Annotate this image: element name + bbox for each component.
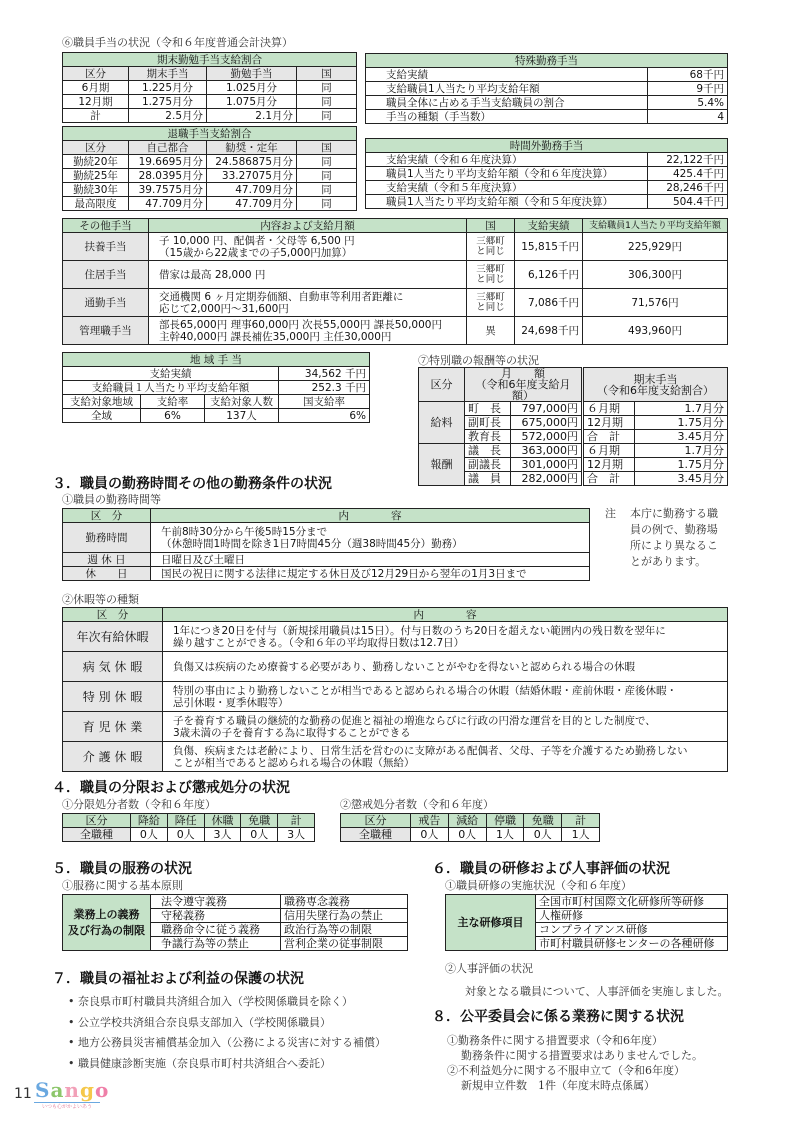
th: 区分 [341, 814, 411, 828]
table-cell: 業務上の義務 及び行為の制限 [63, 895, 151, 951]
th: 支給率 [141, 395, 205, 409]
th: 支給対象地域 [63, 395, 141, 409]
table-cell: 572,000円 [511, 430, 583, 444]
table-row [63, 261, 728, 289]
note-mark: 注 [605, 507, 616, 520]
table-cell: 1年につき20日を付与（新規採用職員は15日）。付与日数のうち20日を超えない範囲内の残日数を翌年に 繰り越すことができる。（令和６年の平均取得日数は12.7日） [163, 622, 728, 652]
th: 勧奨・定年 [207, 141, 297, 155]
table-cell: 勤続30年 [63, 183, 129, 197]
sec3-sub2: ②休暇等の種類 [62, 593, 139, 606]
table-cell: 異 [467, 317, 515, 345]
table-cell: 0人 [167, 828, 204, 842]
table-cell: 47.709月分 [207, 197, 297, 211]
table-cell: 252.3 千円 [279, 381, 370, 395]
table-cell: 支給実績（令和６年度決算） [366, 153, 648, 167]
disciplinary-table [340, 813, 600, 842]
table-cell: 3人 [204, 828, 241, 842]
table-row [63, 409, 370, 423]
table-row [63, 233, 728, 261]
th: 区 分 [63, 509, 151, 523]
table-row [63, 828, 315, 842]
table-cell: 71,576円 [583, 289, 728, 317]
regional-title: 地 域 手 当 [63, 353, 370, 367]
table-cell: 最高限度 [63, 197, 129, 211]
table-row [63, 155, 357, 169]
table-cell: 午前8時30分から午後5時15分まで （休憩時間1時間を除き1日7時間45分（週38時間45分）勤務） [151, 523, 590, 553]
table-cell: 特別の事由により勤務しないことが相当であると認められる場合の休暇（結婚休暇・産前休暇・産後休暇・ 忌引休暇・夏季休暇等） [163, 682, 728, 712]
table-row [366, 82, 728, 96]
list-item: • 地方公務員災害補償基金加入（公務による災害に対する補償） [68, 1036, 386, 1049]
sec7-heading: ７．職員の福祉および利益の保護の状況 [52, 971, 304, 987]
table-cell: 人権研修 [536, 909, 728, 923]
bonus-title: 期末勤勉手当支給割合 [63, 53, 357, 67]
th: 戒告 [411, 814, 449, 828]
table-cell: 営利企業の従事制限 [281, 937, 408, 951]
table-cell: 225,929円 [583, 233, 728, 261]
table-cell: 子を養育する職員の継続的な勤務の促進と福祉の増進ならびに行政の円滑な運営を目的とした制度で、 3歳未満の子を養育する為に取得することができる [163, 712, 728, 742]
table-cell: 137人 [205, 409, 279, 423]
table-cell: 手当の種類（手当数） [366, 110, 648, 124]
th: 計 [278, 814, 315, 828]
table-cell: 同 [297, 81, 357, 95]
table-cell: 12月期 [63, 95, 129, 109]
table-cell: 28,246千円 [648, 181, 728, 195]
th: 内容および支給月額 [149, 219, 467, 233]
table-cell: 勤務時間 [63, 523, 151, 553]
table-cell: 政治行為等の制限 [281, 923, 408, 937]
th: 免職 [524, 814, 562, 828]
special-post-table [418, 367, 728, 486]
table-cell: 職務命令に従う義務 [151, 923, 281, 937]
table-cell: 全国市町村国際文化研修所等研修 [536, 895, 728, 909]
table-row [63, 183, 357, 197]
table-cell: 育 児 休 業 [63, 712, 163, 742]
th: 区分 [63, 814, 131, 828]
table-cell: 職務専念義務 [281, 895, 408, 909]
work-hours-note: 本庁に勤務する職 員の例で、勤務場 所により異なるこ とがあります。 [630, 507, 718, 568]
th: 区分 [419, 368, 465, 402]
table-row [63, 712, 728, 742]
sango-logo: Sango [35, 1078, 110, 1102]
table-row [63, 381, 370, 395]
table-cell: 全域 [63, 409, 141, 423]
table-cell: 306,300円 [583, 261, 728, 289]
table-cell: 全職種 [63, 828, 131, 842]
table-cell: 副町長 [465, 416, 511, 430]
table-row [366, 167, 728, 181]
table-cell: 19.6695月分 [129, 155, 207, 169]
table-cell: 493,960円 [583, 317, 728, 345]
table-cell: 三郷町 と同じ [467, 261, 515, 289]
sec5-sub1: ①服務に関する基本原則 [62, 879, 183, 892]
overtime-table [365, 138, 728, 209]
table-cell: 主な研修項目 [446, 895, 536, 951]
sec6-sub1: ①職員研修の実施状況（令和６年度） [445, 879, 632, 892]
table-row [366, 68, 728, 82]
sec5-heading: ５．職員の服務の状況 [52, 861, 192, 877]
table-cell: 守秘義務 [151, 909, 281, 923]
table-cell: 議 長 [465, 444, 511, 458]
s6-title: ⑥職員手当の状況（令和６年度普通会計決算） [62, 36, 293, 49]
table-row [419, 430, 728, 444]
table-cell: 1.75月分 [635, 416, 728, 430]
table-cell: 借家は最高 28,000 円 [149, 261, 467, 289]
table-row [341, 828, 600, 842]
table-row [366, 110, 728, 124]
th: 内 容 [163, 608, 728, 622]
sec6-heading: ６．職員の研修および人事評価の状況 [432, 861, 670, 877]
table-cell: 3.45月分 [635, 472, 728, 486]
table-row [366, 181, 728, 195]
table-cell: 4 [648, 110, 728, 124]
table-cell: 1.225月分 [129, 81, 207, 95]
table-cell: 6,126千円 [515, 261, 583, 289]
table-row [63, 682, 728, 712]
table-row [446, 895, 728, 909]
table-cell: 6月期 [63, 81, 129, 95]
table-cell: 7,086千円 [515, 289, 583, 317]
table-cell: 2.1月分 [207, 109, 297, 123]
table-row [63, 289, 728, 317]
table-cell: 39.7575月分 [129, 183, 207, 197]
overtime-title: 時間外勤務手当 [366, 139, 728, 153]
table-cell: 職員全体に占める手当支給職員の割合 [366, 96, 648, 110]
table-cell: 0人 [131, 828, 168, 842]
table-cell: 合 計 [583, 430, 635, 444]
leave-table [62, 607, 728, 772]
table-cell: 363,000円 [511, 444, 583, 458]
table-row [63, 317, 728, 345]
table-cell: 12月期 [583, 416, 635, 430]
table-cell: 支給職員１人当たり平均支給年額 [63, 381, 279, 395]
table-cell: 支給実績（令和５年度決算） [366, 181, 648, 195]
th: 支給職員1人当たり平均支給年額 [583, 219, 728, 233]
table-cell: 0人 [524, 828, 562, 842]
table-cell: 12月期 [583, 458, 635, 472]
sec4-heading: ４．職員の分限および懲戒処分の状況 [52, 780, 290, 796]
table-cell: 1.275月分 [129, 95, 207, 109]
table-cell: 282,000円 [511, 472, 583, 486]
th: 勤勉手当 [207, 67, 297, 81]
s7-title: ⑦特別職の報酬等の状況 [418, 354, 539, 367]
sec4-sub2: ②懲戒処分者数（令和６年度） [340, 798, 494, 811]
table-row [63, 523, 590, 553]
table-row [366, 195, 728, 209]
table-cell: 支給職員1人当たり平均支給年額 [366, 82, 648, 96]
table-row [419, 416, 728, 430]
table-row [63, 622, 728, 652]
th: 降給 [131, 814, 168, 828]
table-cell: 425.4千円 [648, 167, 728, 181]
th: 区 分 [63, 608, 163, 622]
retire-table [62, 126, 357, 211]
table-cell: 給料 [419, 402, 465, 444]
th: 期末手当 （令和6年度支給割合） [583, 368, 728, 402]
table-cell: 同 [297, 169, 357, 183]
table-cell: 5.4% [648, 96, 728, 110]
th: 支給実績 [515, 219, 583, 233]
table-row [63, 197, 357, 211]
table-cell: 6% [141, 409, 205, 423]
table-cell: 24.586875月分 [207, 155, 297, 169]
table-cell: 勤続25年 [63, 169, 129, 183]
table-cell: 675,000円 [511, 416, 583, 430]
table-cell: 休 日 [63, 567, 151, 581]
page-number: 11 [14, 1086, 32, 1102]
table-cell: 0人 [411, 828, 449, 842]
sec3-sub1: ①職員の勤務時間等 [62, 493, 161, 506]
table-row [366, 153, 728, 167]
sec8-heading: ８．公平委員会に係る業務に関する状況 [432, 1009, 684, 1025]
table-cell: 合 計 [583, 472, 635, 486]
table-cell: 15,815千円 [515, 233, 583, 261]
th: 計 [562, 814, 600, 828]
sec3-heading: ３．職員の勤務時間その他の勤務条件の状況 [52, 476, 332, 492]
table-cell: 国民の祝日に関する法律に規定する休日及び12月29日から翌年の1月3日まで [151, 567, 590, 581]
table-cell: 1人 [562, 828, 600, 842]
th: 降任 [167, 814, 204, 828]
table-row [63, 895, 408, 909]
th: 休職 [204, 814, 241, 828]
sec8-line: 勤務条件に関する措置要求はありませんでした。 [461, 1049, 703, 1062]
table-cell: 301,000円 [511, 458, 583, 472]
table-cell: 33.27075月分 [207, 169, 297, 183]
table-cell: 計 [63, 109, 129, 123]
table-cell: 勤続20年 [63, 155, 129, 169]
th: 国 [297, 141, 357, 155]
table-cell: 797,000円 [511, 402, 583, 416]
list-item: • 公立学校共済組合奈良県支部加入（学校関係職員） [68, 1015, 331, 1029]
table-row [63, 553, 590, 567]
table-cell: 介 護 休 暇 [63, 742, 163, 772]
table-cell: 0人 [448, 828, 486, 842]
th: 月 額 （令和6年度支給月額） [465, 368, 583, 402]
table-row [419, 444, 728, 458]
th: その他手当 [63, 219, 149, 233]
table-cell: 職員1人当たり平均支給年額（令和５年度決算） [366, 195, 648, 209]
table-cell: 特 別 休 暇 [63, 682, 163, 712]
th: 自己都合 [129, 141, 207, 155]
table-cell: 同 [297, 155, 357, 169]
table-row [63, 742, 728, 772]
table-cell: 1人 [486, 828, 524, 842]
table-cell: 部長65,000円 理事60,000円 次長55,000円 課長50,000円 主幹40,000円 課長補佐35,000円 主任30,000円 [149, 317, 467, 345]
table-cell: 子 10,000 円、配偶者・父母等 6,500 円 （15歳から22歳までの子5,000円加算） [149, 233, 467, 261]
training-table [445, 894, 728, 951]
table-cell: 年次有給休暇 [63, 622, 163, 652]
table-cell: 34,562 千円 [279, 367, 370, 381]
table-cell: コンプライアンス研修 [536, 923, 728, 937]
table-cell: 争議行為等の禁止 [151, 937, 281, 951]
table-cell: ６月期 [583, 444, 635, 458]
table-row [419, 458, 728, 472]
table-row [419, 472, 728, 486]
th: 免職 [241, 814, 278, 828]
table-cell: 全職種 [341, 828, 411, 842]
table-row [63, 367, 370, 381]
table-row [419, 402, 728, 416]
table-row [63, 169, 357, 183]
sec8-line: ①勤務条件に関する措置要求（令和6年度） [447, 1034, 663, 1047]
th: 停職 [486, 814, 524, 828]
table-cell: 0人 [241, 828, 278, 842]
table-cell: 24,698千円 [515, 317, 583, 345]
table-cell: 信用失墜行為の禁止 [281, 909, 408, 923]
table-cell: 1.75月分 [635, 458, 728, 472]
sec6-sub2: ②人事評価の状況 [445, 962, 533, 975]
welfare-list [68, 992, 386, 1074]
table-row [63, 567, 590, 581]
table-cell: 68千円 [648, 68, 728, 82]
table-cell: 三郷町 と同じ [467, 289, 515, 317]
th: 国支給率 [279, 395, 370, 409]
table-cell: 議 員 [465, 472, 511, 486]
table-cell: 職員1人当たり平均支給年額（令和６年度決算） [366, 167, 648, 181]
table-cell: 副議長 [465, 458, 511, 472]
sec6-text: 対象となる職員について、人事評価を実施しました。 [465, 985, 729, 998]
th: 国 [467, 219, 515, 233]
th: 内 容 [151, 509, 590, 523]
table-cell: 同 [297, 197, 357, 211]
other-allowance-table [62, 218, 728, 345]
table-cell: 法令遵守義務 [151, 895, 281, 909]
logo-tagline: いつも心がかよいあう [42, 1104, 93, 1110]
table-cell: 47.709月分 [207, 183, 297, 197]
table-cell: 1.025月分 [207, 81, 297, 95]
table-cell: 同 [297, 109, 357, 123]
table-cell: 1.7月分 [635, 444, 728, 458]
table-cell: 市町村職員研修センターの各種研修 [536, 937, 728, 951]
retire-title: 退職手当支給割合 [63, 127, 357, 141]
table-row [63, 652, 728, 682]
sec8-line: 新規申立件数 1件（年度末時点係属） [461, 1079, 655, 1092]
th: 区分 [63, 67, 129, 81]
table-cell: 504.4千円 [648, 195, 728, 209]
table-cell: 22,122千円 [648, 153, 728, 167]
table-row [366, 96, 728, 110]
table-cell: 日曜日及び土曜日 [151, 553, 590, 567]
table-cell: 1.075月分 [207, 95, 297, 109]
table-cell: 教育長 [465, 430, 511, 444]
table-cell: 3.45月分 [635, 430, 728, 444]
table-cell: 9千円 [648, 82, 728, 96]
status-disposition-table [62, 813, 315, 842]
table-cell: 6% [279, 409, 370, 423]
table-cell: 2.5月分 [129, 109, 207, 123]
table-cell: 負傷、疾病または老齢により、日常生活を営むのに支障がある配偶者、父母、子等を介護するため勤務しない ことが相当であると認められる場合の休暇（無給） [163, 742, 728, 772]
table-cell: 報酬 [419, 444, 465, 486]
th: 国 [297, 67, 357, 81]
table-cell: 同 [297, 95, 357, 109]
th: 期末手当 [129, 67, 207, 81]
table-row [63, 81, 357, 95]
table-cell: 扶養手当 [63, 233, 149, 261]
th: 減給 [448, 814, 486, 828]
th: 支給対象人数 [205, 395, 279, 409]
table-row [63, 109, 357, 123]
regional-table [62, 352, 370, 423]
table-cell: 週 休 日 [63, 553, 151, 567]
sec8-body [447, 1033, 703, 1093]
special-title: 特殊勤務手当 [366, 54, 728, 68]
table-row [63, 95, 357, 109]
table-cell: ６月期 [583, 402, 635, 416]
table-cell: 通勤手当 [63, 289, 149, 317]
bonus-table [62, 52, 357, 123]
sec4-sub1: ①分限処分者数（令和６年度） [62, 798, 216, 811]
table-cell: 同 [297, 183, 357, 197]
table-cell: 47.709月分 [129, 197, 207, 211]
table-cell: 三郷町 と同じ [467, 233, 515, 261]
table-cell: 管理職手当 [63, 317, 149, 345]
th: 区分 [63, 141, 129, 155]
duty-table [62, 894, 408, 951]
table-cell: 町 長 [465, 402, 511, 416]
list-item: • 奈良県市町村職員共済組合加入（学校関係職員を除く） [68, 995, 353, 1008]
table-cell: 負傷又は疾病のため療養する必要があり、勤務しないことがやむを得ないと認められる場合の休暇 [163, 652, 728, 682]
table-cell: 28.0395月分 [129, 169, 207, 183]
table-cell: 支給実績 [63, 367, 279, 381]
table-cell: 1.7月分 [635, 402, 728, 416]
table-cell: 支給実績 [366, 68, 648, 82]
list-item: • 職員健康診断実施（奈良県市町村共済組合へ委託） [68, 1056, 331, 1070]
table-cell: 3人 [278, 828, 315, 842]
work-hours-table [62, 508, 590, 581]
table-cell: 住居手当 [63, 261, 149, 289]
special-table [365, 53, 728, 124]
table-cell: 交通機関 6 ヶ月定期券価額、自動車等利用者距離に 応じて2,000円～31,600円 [149, 289, 467, 317]
sec8-line: ②不利益処分に関する不服申立て（令和6年度） [447, 1064, 685, 1077]
table-cell: 病 気 休 暇 [63, 652, 163, 682]
